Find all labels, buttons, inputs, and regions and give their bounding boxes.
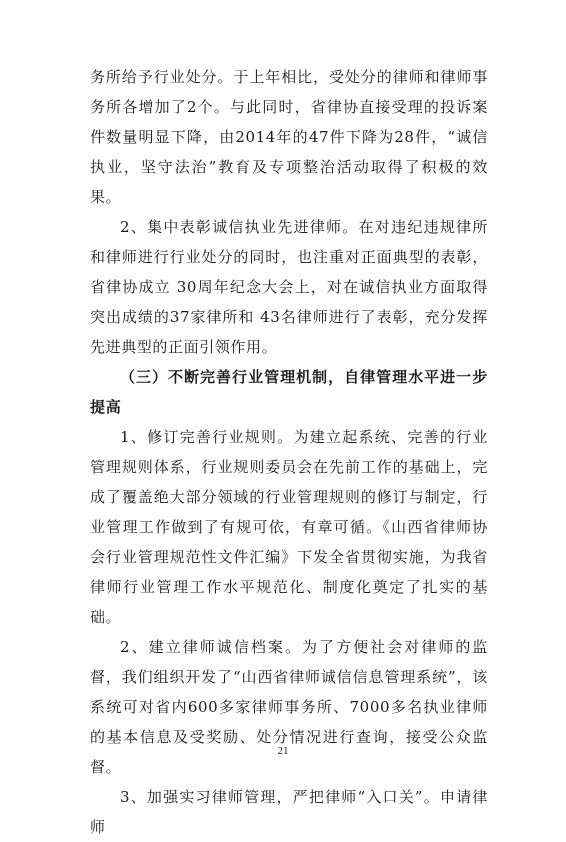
document-body [90,62,488,842]
paragraph-continuation: 务所给予行业处分。于上年相比，受处分的律师和律师事务所各增加了2个。与此同时，省律协直接受理的投诉案件数量明显下降，由2014年的47件下降为28件，“诚信执业，坚守法治”教育及专项整治活动取得了积极的效果。 [90,68,488,206]
paragraph-trainee-management: 3、加强实习律师管理，严把律师“入口关”。申请律师 [90,788,488,836]
section-heading: （三）不断完善行业管理机制，自律管理水平进一步提高 [90,368,488,416]
paragraph-commendation: 2、集中表彰诚信执业先进律师。在对违纪违规律所和律师进行行业处分的同时，也注重对正面典型的表彰，省律协成立 30周年纪念大会上，对在诚信执业方面取得突出成绩的37家律所和 43名律师进行了表彰，充分发挥先进典型的正面引领作用。 [90,218,488,356]
paragraph-integrity-archive: 2、建立律师诚信档案。为了方便社会对律师的监督，我们组织开发了“山西省律师诚信信息管理系统”，该系统可对省内600多家律师事务所、7000多名执业律师的基本信息及受奖励、处分情况进行查询，接受公众监督。 [90,638,488,776]
paragraph-rules-revision: 1、修订完善行业规则。为建立起系统、完善的行业管理规则体系，行业规则委员会在先前工作的基础上，完成了覆盖绝大部分领域的行业管理规则的修订与制定，行业管理工作做到了有规可依，有章可循。《山西省律师协会行业管理规范性文件汇编》下发全省贯彻实施，为我省律师行业管理工作水平规范化、制度化奠定了扎实的基础。 [90,428,488,626]
page-number: 21 [277,745,289,757]
